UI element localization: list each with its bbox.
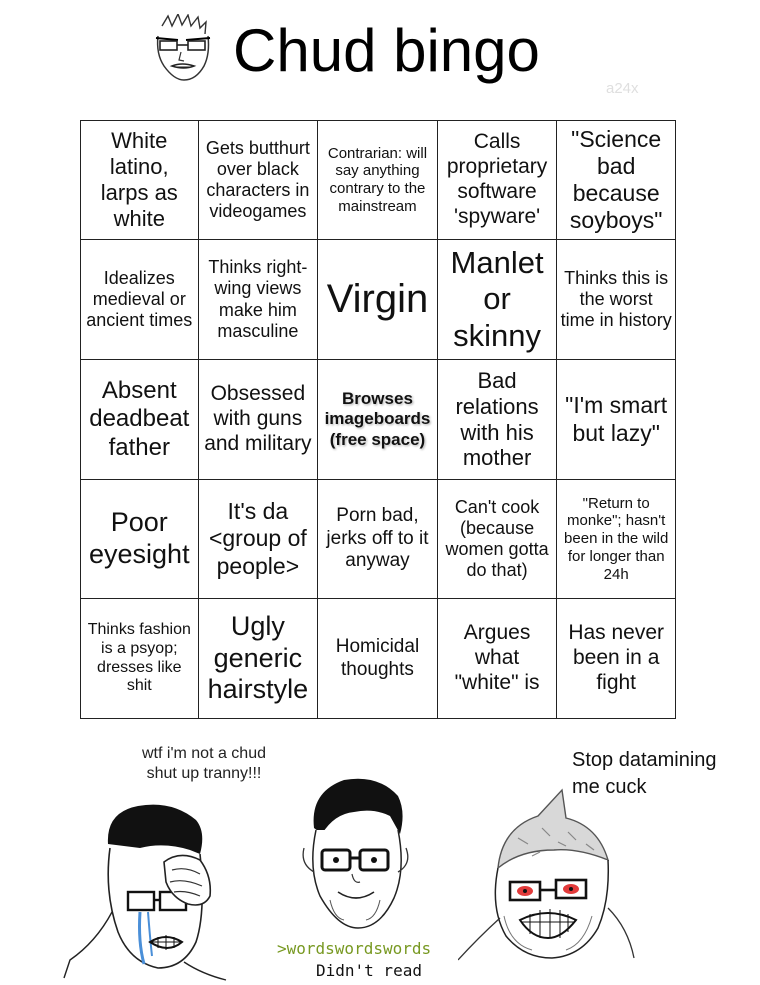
right-caption-line: Stop datamining	[572, 749, 717, 771]
watermark: a24x	[606, 80, 639, 97]
angry-face-icon	[148, 14, 218, 84]
bingo-cell: "Science bad because soyboys"	[557, 121, 676, 240]
bingo-cell: White latino, larps as white	[81, 121, 199, 240]
bingo-cell: "I'm smart but lazy"	[557, 360, 676, 480]
bingo-cell: Poor eyesight	[81, 480, 199, 599]
header	[0, 0, 760, 110]
middle-caption: Didn't read	[316, 961, 422, 980]
page-title: Chud bingo	[233, 17, 540, 84]
tinfoil-wojak-illustration	[458, 788, 642, 968]
glasses-wojak-illustration	[294, 768, 418, 936]
bingo-cell: Ugly generic hairstyle	[198, 599, 318, 719]
left-caption-line: shut up tranny!!!	[146, 765, 262, 782]
bingo-cell: Homicidal thoughts	[318, 599, 438, 719]
right-caption-line: me cuck	[572, 776, 647, 798]
bingo-cell: Porn bad, jerks off to it anyway	[318, 480, 438, 599]
bingo-cell: Argues what "white" is	[437, 599, 557, 719]
crying-wojak-illustration	[60, 792, 230, 982]
left-caption	[126, 744, 282, 784]
bingo-cell-free-space: Browses imageboards (free space)	[318, 360, 438, 480]
bingo-cell: Has never been in a fight	[557, 599, 676, 719]
left-caption-line: wtf i'm not a chud	[142, 745, 266, 762]
bingo-cell: "Return to monke"; hasn't been in the wild for longer than 24h	[557, 480, 676, 599]
bingo-cell: Obsessed with guns and military	[198, 360, 318, 480]
greentext: >wordswordswords	[277, 939, 432, 958]
bingo-cell: It's da <group of people>	[198, 480, 318, 599]
bingo-cell: Thinks this is the worst time in history	[557, 240, 676, 360]
bingo-cell: Contrarian: will say anything contrary to the mainstream	[318, 121, 438, 240]
bingo-cell: Manlet or skinny	[437, 240, 557, 360]
bingo-cell: Can't cook (because women gotta do that)	[437, 480, 557, 599]
bingo-cell: Virgin	[318, 240, 438, 360]
bingo-cell: Bad relations with his mother	[437, 360, 557, 480]
bingo-cell: Gets butthurt over black characters in videogames	[198, 121, 318, 240]
bingo-grid	[80, 120, 676, 719]
bingo-cell: Calls proprietary software 'spyware'	[437, 121, 557, 240]
bingo-cell: Idealizes medieval or ancient times	[81, 240, 199, 360]
bingo-cell: Absent deadbeat father	[81, 360, 199, 480]
bingo-cell: Thinks fashion is a psyop; dresses like shit	[81, 599, 199, 719]
bingo-cell: Thinks right-wing views make him masculine	[198, 240, 318, 360]
comic-strip	[0, 730, 760, 985]
